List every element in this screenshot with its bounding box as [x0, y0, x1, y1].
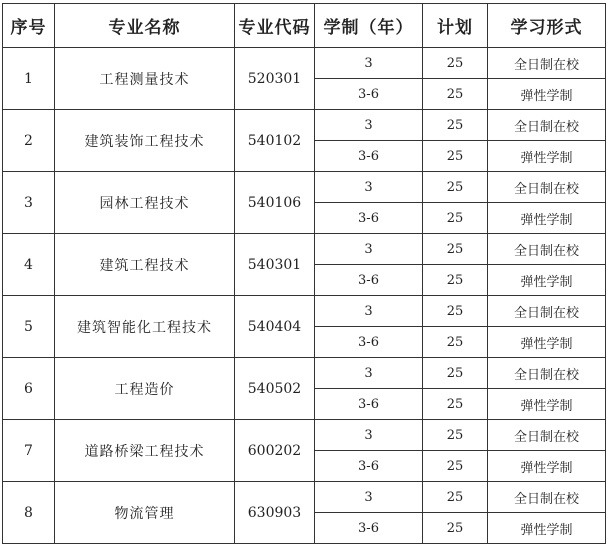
- study-form-cell: 弹性学制: [488, 389, 606, 420]
- duration-cell: 3-6: [315, 451, 423, 482]
- table-row: [3, 48, 606, 79]
- study-form-cell: 弹性学制: [488, 203, 606, 234]
- study-form-cell: 全日制在校: [488, 110, 606, 141]
- major-name-cell: 道路桥梁工程技术: [55, 420, 235, 482]
- study-form-cell: 弹性学制: [488, 513, 606, 544]
- plan-cell: 25: [423, 48, 488, 79]
- major-code-cell: 540301: [235, 234, 315, 296]
- duration-cell: 3: [315, 234, 423, 265]
- study-form-cell: 全日制在校: [488, 172, 606, 203]
- plan-cell: 25: [423, 110, 488, 141]
- major-name-cell: 工程造价: [55, 358, 235, 420]
- study-form-cell: 全日制在校: [488, 358, 606, 389]
- major-code-cell: 540502: [235, 358, 315, 420]
- seq-cell: 3: [3, 172, 55, 234]
- duration-cell: 3-6: [315, 389, 423, 420]
- table-row: [3, 482, 606, 513]
- study-form-cell: 弹性学制: [488, 327, 606, 358]
- plan-cell: 25: [423, 296, 488, 327]
- table-row: [3, 110, 606, 141]
- duration-cell: 3: [315, 358, 423, 389]
- duration-cell: 3: [315, 296, 423, 327]
- major-name-cell: 物流管理: [55, 482, 235, 544]
- study-form-cell: 弹性学制: [488, 265, 606, 296]
- plan-cell: 25: [423, 482, 488, 513]
- duration-cell: 3-6: [315, 79, 423, 110]
- table-row: [3, 420, 606, 451]
- duration-cell: 3-6: [315, 265, 423, 296]
- plan-cell: 25: [423, 451, 488, 482]
- seq-cell: 2: [3, 110, 55, 172]
- header-major-code: 专业代码: [235, 4, 315, 48]
- seq-cell: 5: [3, 296, 55, 358]
- study-form-cell: 弹性学制: [488, 79, 606, 110]
- major-name-cell: 园林工程技术: [55, 172, 235, 234]
- table-row: [3, 296, 606, 327]
- duration-cell: 3: [315, 482, 423, 513]
- plan-cell: 25: [423, 358, 488, 389]
- duration-cell: 3: [315, 172, 423, 203]
- duration-cell: 3-6: [315, 141, 423, 172]
- study-form-cell: 弹性学制: [488, 141, 606, 172]
- major-name-cell: 工程测量技术: [55, 48, 235, 110]
- seq-cell: 8: [3, 482, 55, 544]
- major-code-cell: 540102: [235, 110, 315, 172]
- seq-cell: 6: [3, 358, 55, 420]
- study-form-cell: 全日制在校: [488, 482, 606, 513]
- study-form-cell: 全日制在校: [488, 48, 606, 79]
- seq-cell: 7: [3, 420, 55, 482]
- header-major-name: 专业名称: [55, 4, 235, 48]
- plan-cell: 25: [423, 265, 488, 296]
- header-study-form: 学习形式: [488, 4, 606, 48]
- header-plan: 计划: [423, 4, 488, 48]
- table-body: [3, 48, 606, 544]
- plan-cell: 25: [423, 513, 488, 544]
- plan-cell: 25: [423, 420, 488, 451]
- duration-cell: 3-6: [315, 513, 423, 544]
- study-form-cell: 全日制在校: [488, 234, 606, 265]
- duration-cell: 3-6: [315, 327, 423, 358]
- header-seq: 序号: [3, 4, 55, 48]
- major-code-cell: 540106: [235, 172, 315, 234]
- study-form-cell: 全日制在校: [488, 420, 606, 451]
- plan-cell: 25: [423, 234, 488, 265]
- seq-cell: 1: [3, 48, 55, 110]
- plan-cell: 25: [423, 79, 488, 110]
- major-name-cell: 建筑工程技术: [55, 234, 235, 296]
- enrollment-plan-table: [2, 3, 606, 544]
- header-duration: 学制（年）: [315, 4, 423, 48]
- plan-cell: 25: [423, 389, 488, 420]
- study-form-cell: 全日制在校: [488, 296, 606, 327]
- major-name-cell: 建筑装饰工程技术: [55, 110, 235, 172]
- major-code-cell: 520301: [235, 48, 315, 110]
- duration-cell: 3: [315, 48, 423, 79]
- table-row: [3, 172, 606, 203]
- major-code-cell: 540404: [235, 296, 315, 358]
- seq-cell: 4: [3, 234, 55, 296]
- plan-cell: 25: [423, 141, 488, 172]
- duration-cell: 3: [315, 110, 423, 141]
- study-form-cell: 弹性学制: [488, 451, 606, 482]
- major-code-cell: 630903: [235, 482, 315, 544]
- table-row: [3, 234, 606, 265]
- plan-cell: 25: [423, 203, 488, 234]
- plan-cell: 25: [423, 172, 488, 203]
- duration-cell: 3-6: [315, 203, 423, 234]
- major-name-cell: 建筑智能化工程技术: [55, 296, 235, 358]
- plan-cell: 25: [423, 327, 488, 358]
- duration-cell: 3: [315, 420, 423, 451]
- table-row: [3, 358, 606, 389]
- header-row: [3, 4, 606, 48]
- major-code-cell: 600202: [235, 420, 315, 482]
